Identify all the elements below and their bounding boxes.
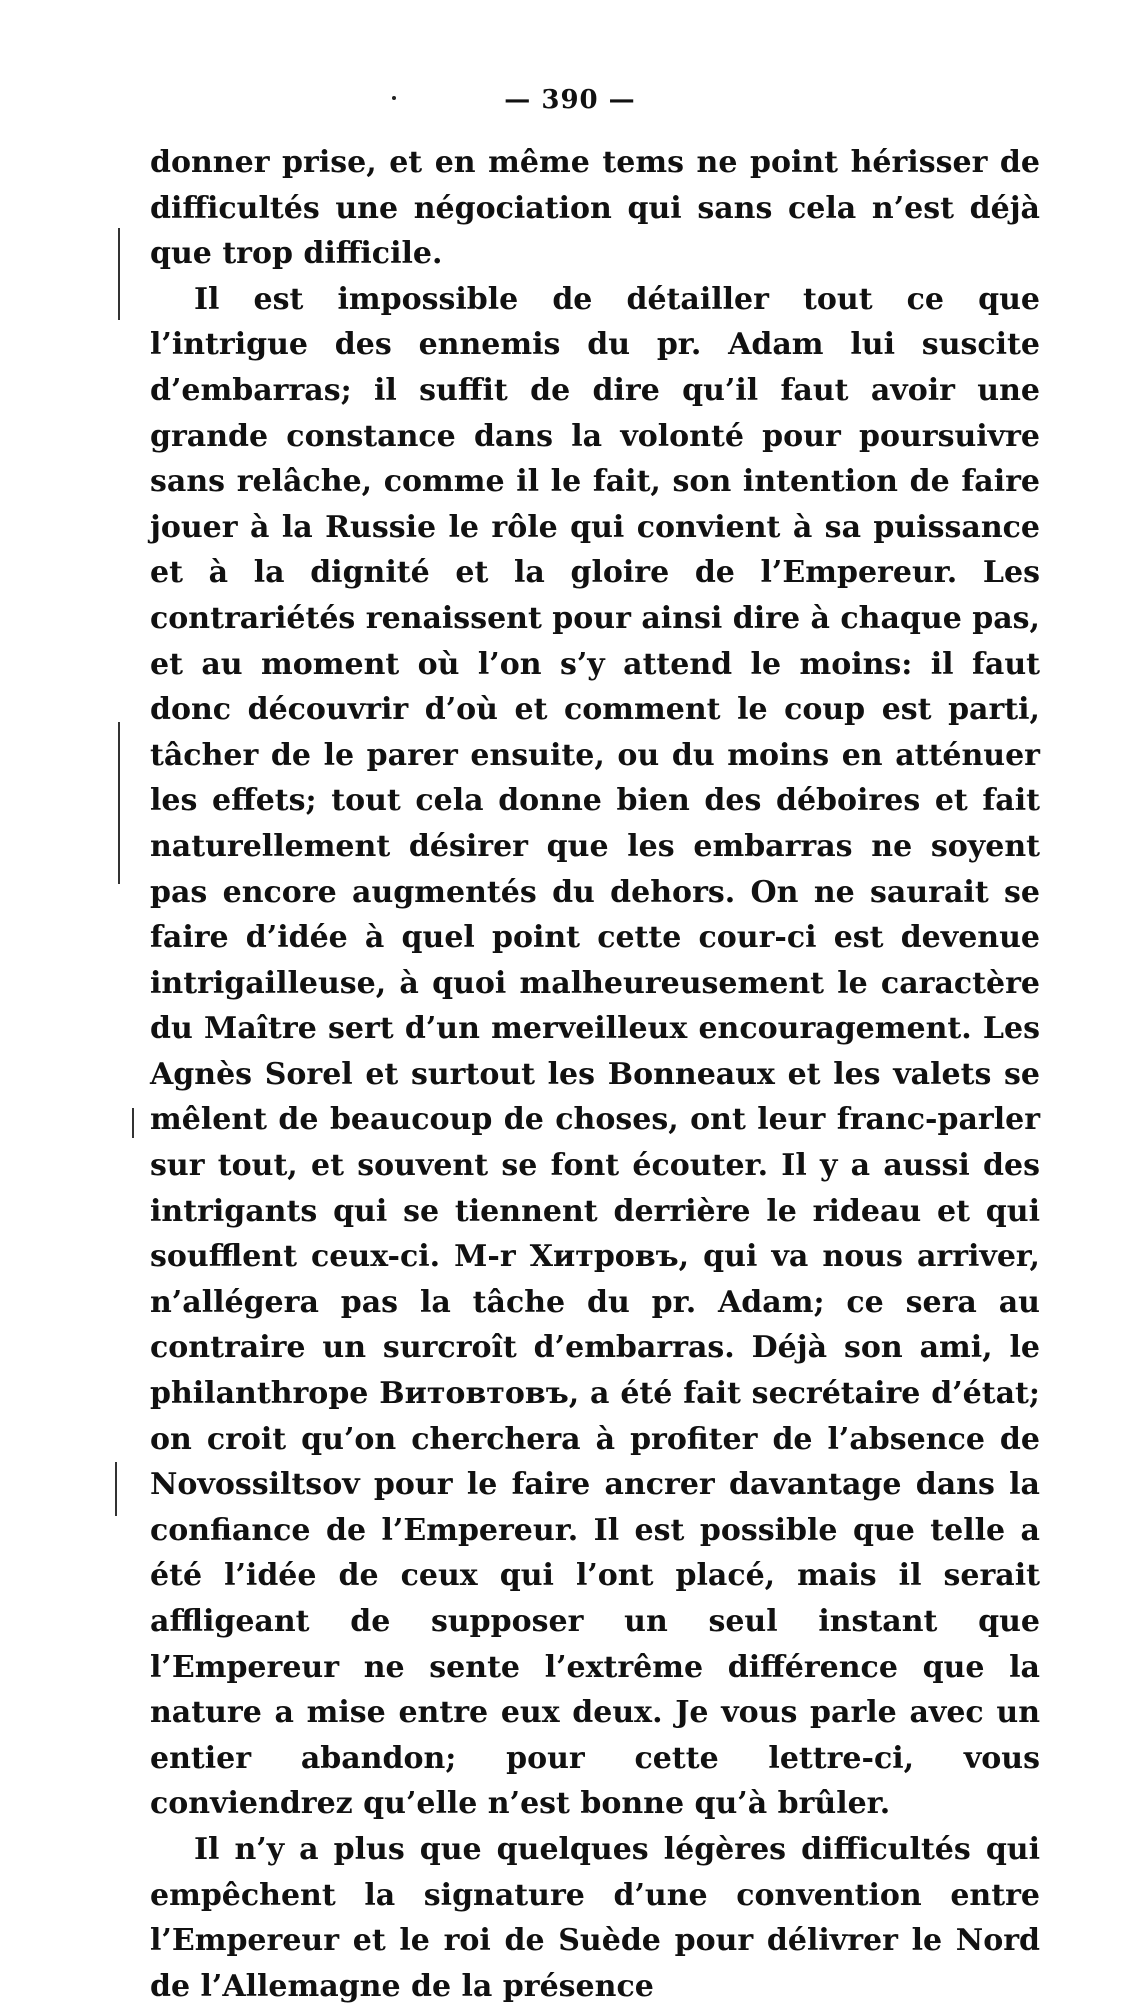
body-text <box>150 140 1040 2009</box>
margin-mark <box>118 228 120 320</box>
margin-mark <box>115 1462 117 1516</box>
paragraph: Il est impossible de détailler tout ce que l’intrigue des ennemis du pr. Adam lui suscite d’embarras; il suffit de dire qu’il faut avoir une grande constance dans la volonté pour poursuivre sans relâche, comme il le fait, son intention de faire jouer à la Russie le rôle qui convient à sa puissance et à la dignité et la gloire de l’Empereur. Les contrariétés renaissent pour ainsi dire à chaque pas, et au moment où l’on s’y attend le moins: il faut donc découvrir d’où et comment le coup est parti, tâcher de le parer ensuite, ou du moins en atténuer les effets; tout cela donne bien des déboires et fait naturellement désirer que les embarras ne soyent pas encore augmentés du dehors. On ne saurait se faire d’idée à quel point cette cour-ci est devenue intrigailleuse, à quoi malheureusement le caractère du Maître sert d’un merveilleux encouragement. Les Agnès Sorel et surtout les Bonneaux et les valets se mêlent de beaucoup de choses, ont leur franc-parler sur tout, et souvent se font écouter. Il y a aussi des intrigants qui se tiennent derrière le rideau et qui soufflent ceux-ci. M-r Хитровъ, qui va nous arriver, n’allégera pas la tâche du pr. Adam; ce sera au contraire un surcroît d’embarras. Déjà son ami, le philanthrope Витовтовъ, a été fait secrétaire d’état; on croit qu’on cherchera à profiter de l’absence de Novossiltsov pour le faire ancrer davantage dans la confiance de l’Empereur. Il est possible que telle a été l’idée de ceux qui l’ont placé, mais il serait affligeant de supposer un seul instant que l’Empereur ne sente l’extrême différence que la nature a mise entre eux deux. Je vous parle avec un entier abandon; pour cette lettre-ci, vous conviendrez qu’elle n’est bonne qu’à brûler. <box>150 281 1040 1822</box>
margin-mark <box>118 722 120 884</box>
margin-mark <box>132 1108 134 1138</box>
paragraph: Il n’y a plus que quelques légères difficultés qui empêchent la signature d’une convention entre l’Empereur et le roi de Suède pour délivrer le Nord de l’Allemagne de la présence <box>150 1831 1040 2004</box>
page-number: — 390 — <box>504 85 636 115</box>
paragraph: donner prise, et en même tems ne point hérisser de difficultés une négociation qui sans cela n’est déjà que trop difficile. <box>150 145 1040 272</box>
